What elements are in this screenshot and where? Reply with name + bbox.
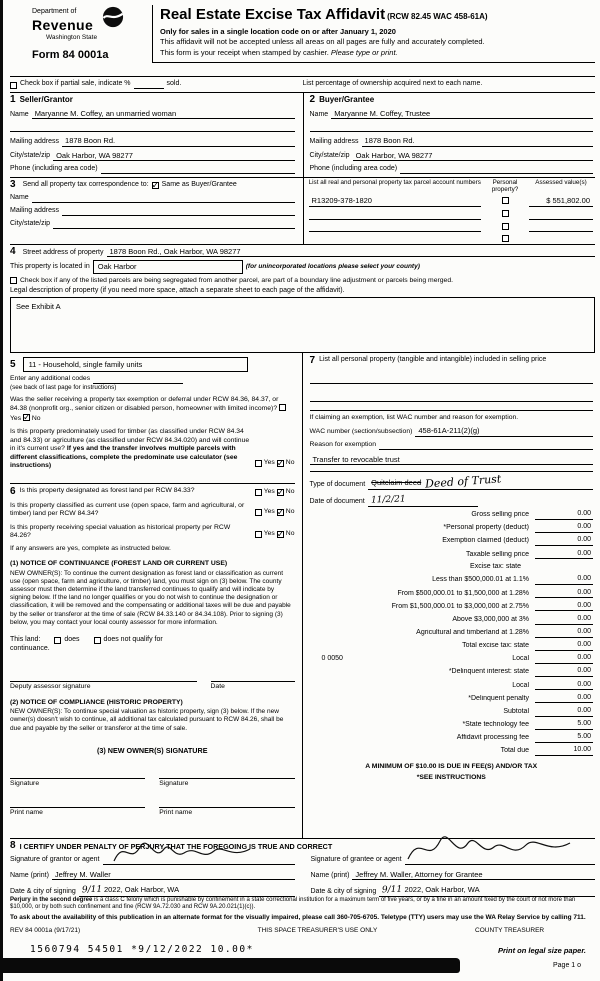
see-instructions-note: *SEE INSTRUCTIONS	[416, 773, 486, 781]
grantor-signature-line[interactable]	[103, 856, 295, 865]
tax-row: From $1,500,000.01 to $3,000,000 at 2.75% 0.00	[391, 601, 591, 610]
tax-row: Less than $500,000.01 at 1.1% 0.00	[432, 575, 591, 584]
property-address-section: 4 Street address of property 1878 Boon Rd., Oak Harbor, WA 98277 This property is located in Oak Harbor (for unincorporated locations please select your county) Check box if any of the listed parcels are being segregated from another parcel, are part of a boundary line adjustment or parcels being merged. Legal description of property (if you need more space, attach a separate sheet to each page of the affidavit). See Exhibit A	[10, 244, 595, 352]
personal-property-checkbox[interactable]	[502, 210, 509, 217]
title-rcw-reference: (RCW 82.45 WAC 458-61A)	[387, 12, 488, 21]
section-7-column	[303, 353, 596, 838]
scan-artifact-bottom	[0, 958, 460, 973]
personal-property-checkbox[interactable]	[502, 197, 509, 204]
personal-property-checkbox[interactable]	[502, 235, 509, 242]
handwritten-grantee-date: 9/11	[382, 885, 403, 896]
excise-tax-table	[310, 575, 594, 756]
document-block: Type of document Quitclaim deed Deed of Trust Date of document 11/2/21	[310, 471, 594, 507]
tax-row: From $500,000.01 to $1,500,000 at 1.28% 0.00	[397, 588, 591, 597]
tax-row: Affidavit processing fee 5.00	[456, 733, 591, 742]
handwritten-grantor-date: 9/11	[81, 885, 103, 896]
reason-for-exemption-field[interactable]: Transfer to revocable trust	[310, 455, 594, 465]
parcel-number-field[interactable]: R13209-378-1820	[309, 196, 482, 206]
personal-property-line-2[interactable]	[310, 393, 594, 402]
amount-field[interactable]: 0.00	[535, 523, 593, 533]
amount-field[interactable]: 0.00	[535, 667, 593, 677]
partial-percent-field[interactable]	[134, 81, 164, 89]
amount-field[interactable]: 0.00	[535, 641, 593, 651]
form-number: Form 84 0001a	[32, 49, 109, 62]
excise-tax-state-heading: Excise tax: state	[470, 563, 521, 571]
assessed-value-field[interactable]	[529, 223, 593, 232]
county-treasurer-label: COUNTY TREASURER	[475, 927, 545, 935]
deputy-assessor-row: Deputy assessor signature Date	[10, 673, 295, 691]
reason-line[interactable]	[379, 441, 593, 450]
new-owner-signature-title: (3) NEW OWNER(S) SIGNATURE	[97, 745, 208, 755]
grantor-print-name-field[interactable]: Jeffrey M. Waller	[52, 870, 295, 880]
assessed-value-field[interactable]	[529, 211, 593, 220]
land-qualify-row: This land: does does not qualify for	[10, 635, 163, 643]
certify-statement: I CERTIFY UNDER PENALTY OF PERJURY THAT THE FOREGOING IS TRUE AND CORRECT	[19, 841, 333, 851]
parcel-number-field[interactable]	[309, 211, 482, 220]
historical-property-question: Is this property receiving special valuation as historical property per RCW 84.26? Yes ✓ No	[10, 524, 295, 541]
notice-continuance-title: (1) NOTICE OF CONTINUANCE (FOREST LAND OR CURRENT USE)	[10, 560, 228, 568]
partial-sale-checkbox[interactable]	[10, 82, 17, 89]
segregated-parcels-checkbox[interactable]	[10, 277, 17, 284]
seller-additional-name-line[interactable]	[10, 123, 295, 132]
scan-artifact-left-edge	[0, 0, 3, 981]
seller-heading: Seller/Grantor	[19, 95, 73, 104]
page-number: Page 1 o	[553, 962, 582, 969]
new-owner-print-name-line-1[interactable]	[10, 799, 145, 808]
same-as-buyer-checkbox[interactable]	[152, 182, 159, 189]
handwritten-document-type: Deed of Trust	[424, 472, 502, 491]
amount-field[interactable]: 0.00	[535, 589, 593, 599]
buyer-city-state-zip-field[interactable]: Oak Harbor, WA 98277	[353, 151, 593, 161]
buyer-mailing-address-field[interactable]: 1878 Boon Rd.	[362, 136, 593, 146]
parcel-number-field[interactable]	[309, 223, 482, 232]
partial-sale-bar	[10, 76, 595, 92]
grantee-print-name-field[interactable]: Jeffrey M. Waller, Attorney for Grantee	[352, 870, 595, 880]
footer-row	[10, 927, 595, 935]
excise-tax-table-top	[310, 510, 594, 559]
accessibility-notice: To ask about the availability of this publication in an alternate format for the visually impaired, please call 360-705-6705. Teletype (TTY) users may use the WA Relay Service by calling 711.	[10, 914, 586, 922]
header-instruction-3: This form is your receipt when stamped by cashier. Please type or print.	[160, 47, 398, 57]
q2-yes-checkbox[interactable]	[255, 460, 262, 467]
partial-sale-left: Check box if partial sale, indicate % sold.	[10, 80, 303, 89]
perjury-notice: Perjury in the second degree is a class C felony which is punishable by confinement in a state correctional institution for a maximum term of five years, or by a fine in an amount fixed by the court of not more than $10,000, or by both such confinement and fine (RCW 9A.72.030 and RCW 9A.20.021(1)(c)).	[10, 897, 576, 911]
grantor-signature-block: Signature of grantor or agent Name (print) Jeffrey M. Waller Date & city of signing 9/11 2022, Oak Harbor, WA	[10, 851, 295, 897]
correspondence-city-field[interactable]	[53, 220, 294, 229]
tax-row: Above $3,000,000 at 3% 0.00	[452, 614, 591, 623]
deputy-assessor-signature-line[interactable]	[10, 673, 197, 682]
dor-logo-block	[10, 5, 152, 76]
washington-state-text: Washington State	[46, 34, 98, 42]
new-owner-signature-line-2[interactable]	[159, 770, 294, 779]
notice-compliance-body: NEW OWNER(S): To continue special valuation as historic property, sign (3) below. If the new owner(s) doesn't wish to continue, all additional tax calculated pursuant to RCW 84.26, shall be due and payable by the seller or transferor at the time of sale.	[10, 708, 284, 732]
additional-codes-field[interactable]	[93, 376, 183, 384]
forest-land-question: 6 Is this property designated as forest land per RCW 84.33? Yes ✓ No	[10, 487, 295, 497]
does-not-checkbox[interactable]	[94, 637, 101, 644]
ownership-note: List percentage of ownership acquired next to each name.	[302, 80, 483, 88]
legal-description-label: Legal description of property (if you need more space, attach a separate sheet to each page of the affidavit).	[10, 287, 345, 295]
q1-yes-checkbox[interactable]	[279, 404, 286, 411]
tax-row: Local 0.00	[512, 680, 591, 689]
tax-row: *Personal property (deduct) 0.00	[443, 523, 591, 532]
s6q1-yes-checkbox[interactable]	[255, 489, 262, 496]
location-code: 0 0050	[321, 655, 343, 663]
certification-section: 8 I CERTIFY UNDER PENALTY OF PERJURY THAT THE FOREGOING IS TRUE AND CORRECT Signature of grantor or agent Name (print) Jeffrey M. Waller Date & city of signing 9/11 2022, Oak Harbor, WA Signature of grantee or agent Name (print) Jeffrey M. Waller, Attorney for Grantee Date & city of signing 9/11 2022, Oak Harbor, WA	[10, 838, 595, 897]
exemption-block: If claiming an exemption, list WAC number and reason for exemption. WAC number (section/subsection) 458-61A-211(2)(g) Reason for exemption Transfer to revocable trust	[310, 410, 594, 465]
correspondence-name-field[interactable]	[32, 194, 295, 203]
new-owner-print-name-line-2[interactable]	[159, 799, 294, 808]
tax-row: *State technology fee 5.00	[462, 719, 591, 728]
s6q2-yes-checkbox[interactable]	[255, 509, 262, 516]
amount-field[interactable]: 5.00	[535, 720, 593, 730]
grantee-signature-block: Signature of grantee or agent Name (print) Jeffrey M. Waller, Attorney for Grantee Date & city of signing 9/11 2022, Oak Harbor, WA	[311, 851, 596, 897]
dor-logo-icon	[102, 6, 124, 28]
tax-correspondence-section	[10, 177, 595, 244]
tax-row: Exemption claimed (deduct) 0.00	[442, 536, 591, 545]
header-instruction-2: This affidavit will not be accepted unless all areas on all pages are fully and accurately completed.	[160, 37, 485, 47]
form-header	[10, 5, 595, 76]
header-instruction-1: Only for sales in a single location code on or after January 1, 2020	[160, 26, 396, 36]
q2-no-checkbox[interactable]	[277, 460, 284, 467]
correspondence-block: 3 Send all property tax correspondence to: ✓ Same as Buyer/Grantee Name Mailing address City/state/zip	[10, 178, 303, 244]
form-revision: REV 84 0001a (9/17/21)	[10, 927, 81, 935]
buyer-additional-name-line[interactable]	[310, 123, 594, 132]
buyer-grantee-block: 2 Buyer/Grantee Name Maryanne M. Coffey, Trustee Mailing address 1878 Boon Rd. City/state/zip Oak Harbor, WA 98277 Phone (including area code)	[303, 93, 596, 177]
seller-name-field[interactable]: Maryanne M. Coffey, an unmarried woman	[32, 109, 295, 119]
personal-property-line-1[interactable]	[310, 375, 594, 384]
amount-field[interactable]: 0.00	[535, 707, 593, 717]
tax-row: *Delinquent interest: state 0.00	[448, 667, 591, 676]
s6q1-no-checkbox[interactable]	[277, 489, 284, 496]
new-owner-signature-line-1[interactable]	[10, 770, 145, 779]
parcel-table	[303, 178, 596, 244]
minimum-due-note: A MINIMUM OF $10.00 IS DUE IN FEE(S) AND/OR TAX	[365, 763, 538, 771]
grantee-date-city-field[interactable]: 9/11 2022, Oak Harbor, WA	[379, 885, 595, 897]
exemption-deferral-question: Was the seller receiving a property tax exemption or deferral under RCW 84.36, 84.37, or 84.38 (nonprofit org., senior citizen or disabled person, homeowner with limited income)? Yes ✓ No	[10, 396, 295, 423]
street-address-field[interactable]: 1878 Boon Rd., Oak Harbor, WA 98277	[107, 247, 596, 257]
amount-field[interactable]: 0.00	[535, 602, 593, 612]
tax-row: *Delinquent penalty 0.00	[468, 693, 591, 702]
tax-row: Total excise tax: state 0.00	[462, 641, 591, 650]
form-footer	[10, 897, 595, 935]
assessed-value-field[interactable]: $ 551,802.00	[529, 196, 593, 206]
notice-compliance-title: (2) NOTICE OF COMPLIANCE (HISTORIC PROPERTY)	[10, 698, 183, 706]
parcel-table-header: List all real and personal property tax parcel account numbers Personal property? Assessed value(s)	[308, 179, 587, 194]
left-column	[10, 353, 303, 838]
seller-buyer-section	[10, 92, 595, 177]
seller-grantor-block: 1 Seller/Grantor Name Maryanne M. Coffey, an unmarried woman Mailing address 1878 Boon Rd. City/state/zip Oak Harbor, WA 98277 Phone (including area code)	[10, 93, 303, 177]
timber-agriculture-question: Is this property predominately used for timber (as classified under RCW 84.34 and 84.33) or agriculture (as classified under RCW 84.34.020) and will continue in it's current use? If yes and the transfer involves multiple parcels with different classifications, complete the predominate use calculator (see instructions) Yes ✓ No	[10, 428, 295, 470]
land-use-code-section: 5 11 - Household, single family units Enter any additional codes (see back of last page for instructions) Was the seller receiving a property tax exemption or deferral under RCW 84.36, 84.37, or 84.38 (nonprofit org., senior citizen or disabled person, homeowner with limited income)? Yes ✓ No Is this property predominately used for timber (as classified under RCW 84.34 and 84.33) or agriculture (as classified under RCW 84.34.020) and will continue in it's current use? If yes and the transfer involves multiple parcels with different classifications, complete the predominate use calculator (see instructions) Yes ✓ No	[10, 357, 295, 483]
tax-row: Total due 10.00	[500, 746, 591, 755]
legal-description-field[interactable]: See Exhibit A	[10, 297, 595, 353]
s6q3-yes-checkbox[interactable]	[255, 531, 262, 538]
tax-row: Gross selling price 0.00	[471, 510, 591, 519]
amount-field[interactable]: 0.00	[535, 550, 593, 560]
seller-mailing-address-field[interactable]: 1878 Boon Rd.	[62, 136, 294, 146]
amount-field[interactable]: 0.00	[535, 575, 593, 585]
amount-field[interactable]: 0.00	[535, 510, 593, 520]
type-of-document-field[interactable]: Quitclaim deed Deed of Trust	[368, 476, 593, 490]
notice-continuance-body: NEW OWNER(S): To continue the current designation as forest land or classification as current use (open space, farm and agriculture, or timber) land, you must sign on (3) below. The county assessor must then determine if the land transferred continues to qualify and will indicate by signing below. If the land no longer qualifies or you do not wish to continue the designation or classification, it will be removed and the compensating or additional taxes will be due and payable by the seller or transferor at the time of sale (RCW 84.33.140 or 84.34.108). Prior to signing (3) below, you may contact your local county assessor for more information.	[10, 569, 291, 626]
amount-field[interactable]: 0.00	[535, 694, 593, 704]
deputy-date-line[interactable]	[211, 673, 295, 682]
q1-no-checkbox[interactable]	[23, 414, 30, 421]
cashier-stamp: 1560794 54501 *9/12/2022 10.00*	[30, 944, 254, 955]
amount-field[interactable]: 0.00	[535, 681, 593, 691]
seller-city-state-zip-field[interactable]: Oak Harbor, WA 98277	[53, 151, 294, 161]
s6q2-no-checkbox[interactable]	[277, 509, 284, 516]
revenue-wordmark: Revenue	[32, 16, 94, 33]
legal-size-note: Print on legal size paper.	[498, 946, 586, 955]
handwritten-document-date: 11/2/21	[370, 494, 406, 506]
amount-field[interactable]: 0.00	[535, 615, 593, 625]
title-block	[152, 5, 595, 63]
grantor-date-city-field[interactable]: 9/11 2022, Oak Harbor, WA	[79, 885, 295, 897]
amount-field[interactable]: 10.00	[535, 746, 593, 756]
amount-field[interactable]: 0.00	[535, 536, 593, 546]
treasurer-space-label: THIS SPACE TREASURER'S USE ONLY	[257, 927, 378, 935]
grantee-signature-line[interactable]	[405, 856, 595, 865]
correspondence-address-field[interactable]	[62, 207, 294, 216]
amount-field[interactable]: 0.00	[535, 654, 593, 664]
amount-field[interactable]: 5.00	[535, 733, 593, 743]
tax-row: Subtotal 0.00	[503, 706, 591, 715]
does-checkbox[interactable]	[54, 637, 61, 644]
amount-field[interactable]: 0.00	[535, 628, 593, 638]
forest-land-section: 6 Is this property designated as forest land per RCW 84.33? Yes ✓ No Is this property classified as current use (open space, farm and agricultural, or timber) land per RCW 84.34? Yes ✓ No Is this property receiving special valuation as historical property per RCW 84.26? Yes ✓ No If any answers are yes, complete as instructed below. (1) NOTICE OF CONTINUANCE (FOREST LAND OR CURRENT USE) NEW OWNER(S): To continue the current designation as forest land or classification as current use (open space, farm and agriculture, or timber) land, you must sign on (3) below. The county assessor must then determine if the land transferred continues to qualify and will indicate by signing below. If the land no longer qualifies or you do not wish to continue the designation or classification, it will be removed and the compensating or additional taxes will be due and payable by the seller or transferor at the time of sale (RCW 84.33.140 or 84.34.108). Prior to signing (3) below, you may contact your local county assessor for more information. This land: does does not qualify for continuance. Deputy assessor signature Date (2) NOTICE OF COMPLIANCE (HISTORIC PROPERTY) NEW OWNER(S): To continue special valuation as historic property, sign (3) below. If the new owner(s) doesn't wish to continue, all additional tax calculated pursuant to RCW 84.26, shall be due and payable by the seller or transferor at the time of sale. (3) NEW OWNER(S) SIGNATURE Signature Print name Signature Print name	[10, 483, 295, 838]
buyer-name-field[interactable]: Maryanne M. Coffey, Trustee	[331, 109, 593, 119]
page-title: Real Estate Excise Tax Affidavit	[160, 6, 386, 23]
location-select[interactable]: Oak Harbor	[93, 260, 243, 273]
land-use-code-field[interactable]: 11 - Household, single family units	[23, 357, 248, 372]
parcel-row	[309, 223, 594, 233]
buyer-phone-field[interactable]	[400, 165, 593, 174]
buyer-heading: Buyer/Grantee	[319, 95, 375, 104]
current-use-question: Is this property classified as current use (open space, farm and agricultural, or timber) land per RCW 84.34? Yes ✓ No	[10, 502, 295, 519]
wac-number-field[interactable]: 458-61A-211(2)(g)	[415, 426, 593, 436]
department-of-text: Department of	[32, 8, 77, 15]
date-of-document-field[interactable]	[368, 496, 478, 507]
parcel-row	[309, 210, 594, 220]
personal-property-checkbox[interactable]	[502, 223, 509, 230]
tax-row: 0 0050 Local 0.00	[310, 654, 594, 664]
new-owner-signature-grid: Signature Print name Signature Print name	[10, 755, 295, 818]
seller-phone-field[interactable]	[101, 165, 295, 174]
s6q3-no-checkbox[interactable]	[277, 531, 284, 538]
parcel-row	[309, 196, 594, 206]
personal-property-heading: 7 List all personal property (tangible and intangible) included in selling price	[309, 355, 547, 366]
lower-columns	[10, 352, 595, 838]
tax-row: Agricultural and timberland at 1.28% 0.00	[416, 628, 591, 636]
tax-row: Taxable selling price 0.00	[465, 549, 591, 558]
